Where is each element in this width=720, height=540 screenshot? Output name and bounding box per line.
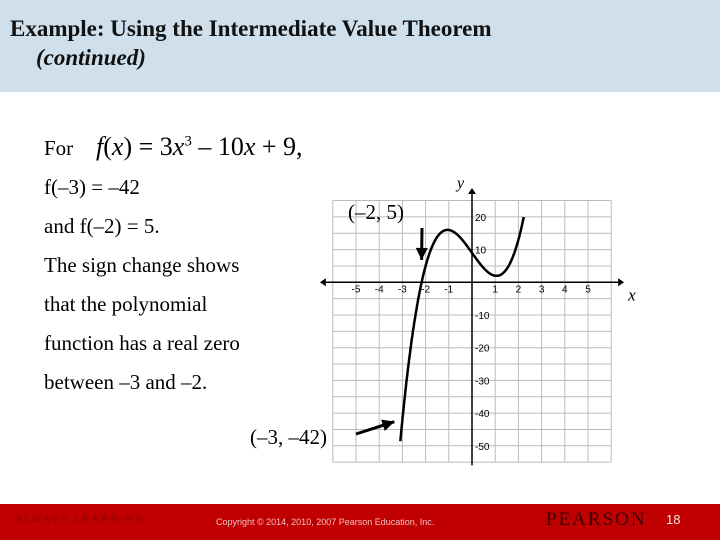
y-tick-label: 10	[475, 245, 487, 257]
x-tick-label: 3	[538, 284, 545, 296]
arrow-to-minus3-minus42	[356, 420, 394, 434]
y-tick-label: -20	[475, 343, 490, 355]
y-tick-label: -40	[475, 409, 490, 421]
y-axis-arrow	[468, 188, 476, 194]
point-label-minus2-5: (–2, 5)	[348, 200, 404, 224]
y-tick-label: -50	[475, 441, 490, 453]
text-line-f-minus2: and f(–2) = 5.	[44, 214, 160, 238]
x-tick-label: 4	[562, 284, 568, 296]
text-line-for: For	[44, 136, 74, 160]
y-tick-label: 20	[475, 212, 487, 224]
x-tick-label: -1	[444, 284, 454, 296]
x-axis-arrow	[618, 278, 624, 286]
text-line-polynomial: that the polynomial	[44, 292, 208, 316]
text-line-real-zero: function has a real zero	[44, 331, 240, 355]
footer-tagline: ALWAYS LEARNING	[16, 514, 146, 524]
x-axis-arrow-left	[320, 278, 326, 286]
function-formula: $f(x) = 3x^3 - 10x + 9$,	[96, 132, 303, 161]
footer-bar	[0, 504, 720, 540]
x-tick-label: -2	[421, 284, 431, 296]
graph-axes	[320, 188, 624, 465]
footer-copyright: Copyright © 2014, 2010, 2007 Pearson Education, Inc.	[216, 517, 435, 527]
y-tick-label: -10	[475, 311, 490, 322]
x-tick-label: -4	[374, 284, 384, 296]
footer-brand-logo: PEARSON	[546, 509, 647, 530]
x-tick-label: 1	[492, 284, 498, 296]
point-label-minus3-minus42: (–3, –42)	[250, 425, 327, 449]
x-axis-label: x	[628, 285, 636, 305]
x-tick-label: 2	[515, 284, 522, 296]
slide-title: Example: Using the Intermediate Value Theorem	[10, 16, 492, 41]
y-axis-label: y	[457, 175, 465, 193]
slide-subtitle: (continued)	[36, 45, 146, 70]
page-number: 18	[666, 512, 681, 527]
text-line-f-minus3: f(–3) = –42	[44, 175, 140, 199]
y-tick-label: -30	[475, 376, 490, 388]
x-tick-label: 5	[585, 284, 591, 296]
x-tick-label: -3	[397, 284, 407, 296]
text-line-sign-change: The sign change shows	[44, 253, 240, 277]
text-line-between: between –3 and –2.	[44, 370, 208, 394]
x-tick-label: -5	[351, 284, 361, 296]
